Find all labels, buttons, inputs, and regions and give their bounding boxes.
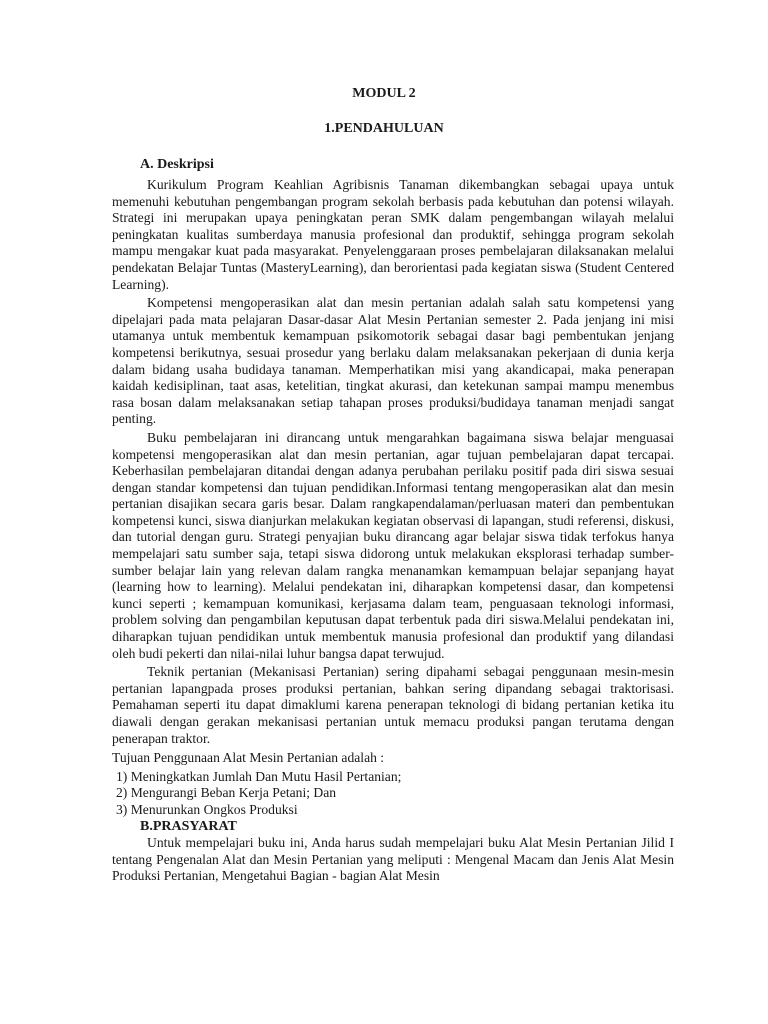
paragraph-4: Teknik pertanian (Mekanisasi Pertanian) sering dipahami sebagai penggunaan mesin-mesin pertanian lapangpada proses produksi pertanian, bahkan sering dipandang sebagai traktorisasi. Pemahaman seperti itu dapat dimaklumi karena penerapan teknologi di bidang pertanian ketika itu diawali dengan gerakan mekanisasi pertanian untuk memacu produksi pangan terutama dengan penerapan traktor. [112, 664, 674, 746]
goals-intro: Tujuan Penggunaan Alat Mesin Pertanian adalah : [112, 750, 385, 766]
chapter-title: 1.PENDAHULUAN [324, 121, 444, 136]
paragraph-1: Kurikulum Program Keahlian Agribisnis Tanaman dikembangkan sebagai upaya untuk memenuhi kebutuhan pengembangan program sekolah berbasis pada kebutuhan dan potensi wilayah. Strategi ini merupakan upaya peningkatan peran SMK dalam pengembangan wilayah melalui peningkatan kualitas sumberdaya manusia profesional dan produktif, sehingga program sekolah mampu mengakar kuat pada masyarakat. Penyelenggaraan proses pembelajaran dilaksanakan melalui pendekatan Belajar Tuntas (MasteryLearning), dan berorientasi pada kegiatan siswa (Student Centered Learning). [112, 177, 674, 292]
section-b-clip [112, 835, 674, 884]
goals-list [112, 769, 674, 819]
module-title: MODUL 2 [352, 86, 416, 101]
document-body [112, 177, 674, 884]
section-b-text: Untuk mempelajari buku ini, Anda harus sudah mempelajari buku Alat Mesin Pertanian Jilid I tentang Pengenalan Alat dan Mesin Pertanian yang meliputi : Mengenal Macam dan Jenis Alat Mesin Produksi Pertanian, Mengetahui Bagian - bagian Alat Mesin [112, 835, 674, 884]
paragraph-3: Buku pembelajaran ini dirancang untuk mengarahkan bagaimana siswa belajar menguasai kompetensi mengoperasikan alat dan mesin pertanian, agar tujuan pembelajaran dapat tercapai. Keberhasilan pembelajaran ditandai dengan adanya perubahan perilaku positif pada diri siswa sesuai dengan standar kompetensi dan tujuan pendidikan.Informasi tentang mengoperasikan alat dan mesin pertanian disajikan secara garis besar. Dalam rangkapendalaman/perluasan materi dan pembentukan kompetensi kunci, siswa dianjurkan melakukan kegiatan observasi di lapangan, studi referensi, diskusi, dan tutorial dengan guru. Strategi penyajian buku dirancang agar belajar siswa tidak terfokus hanya mempelajari satu sumber saja, tetapi siswa didorong untuk melakukan eksplorasi terhadap sumber-sumber belajar lain yang relevan dalam rangka menanamkan kemampuan belajar sepanjang hayat (learning how to learning). Melalui pendekatan ini, diharapkan kompetensi dasar, dan kompetensi kunci seperti ; kemampuan komunikasi, kerjasama dalam team, penguasaan teknologi informasi, problem solving dan pengambilan keputusan dapat terbentuk pada diri siswa.Melalui pendekatan ini, diharapkan tujuan pendidikan untuk membentuk manusia profesional dan produktif yang dilandasi oleh budi pekerti dan nilai-nilai luhur bangsa dapat terwujud. [112, 429, 674, 661]
section-b-heading: B.PRASYARAT [140, 818, 237, 834]
goal-item: 2) Mengurangi Beban Kerja Petani; Dan [116, 785, 337, 801]
goal-item: 3) Menurunkan Ongkos Produksi [116, 801, 298, 817]
section-a-heading: A. Deskripsi [140, 157, 214, 172]
paragraph-2: Kompetensi mengoperasikan alat dan mesin pertanian adalah salah satu kompetensi yang dipelajari pada mata pelajaran Dasar-dasar Alat Mesin Pertanian semester 2. Pada jenjang ini misi utamanya untuk membentuk kemampuan psikomotorik sebagai dasar bagi pembentukan jenjang kompetensi berikutnya, sesuai prosedur yang berlaku dalam melaksanakan pekerjaan di dunia kerja dalam bidang usaha budidaya tanaman. Memperhatikan misi yang akandicapai, maka penerapan kaidah kedisiplinan, taat asas, ketelitian, tingkat akurasi, dan ketekunan sampai mampu menembus rasa bosan dalam melaksanakan setiap tahapan proses produksi/budidaya tanaman menjadi sangat penting. [112, 295, 674, 427]
goal-item: 1) Meningkatkan Jumlah Dan Mutu Hasil Pertanian; [116, 768, 402, 784]
